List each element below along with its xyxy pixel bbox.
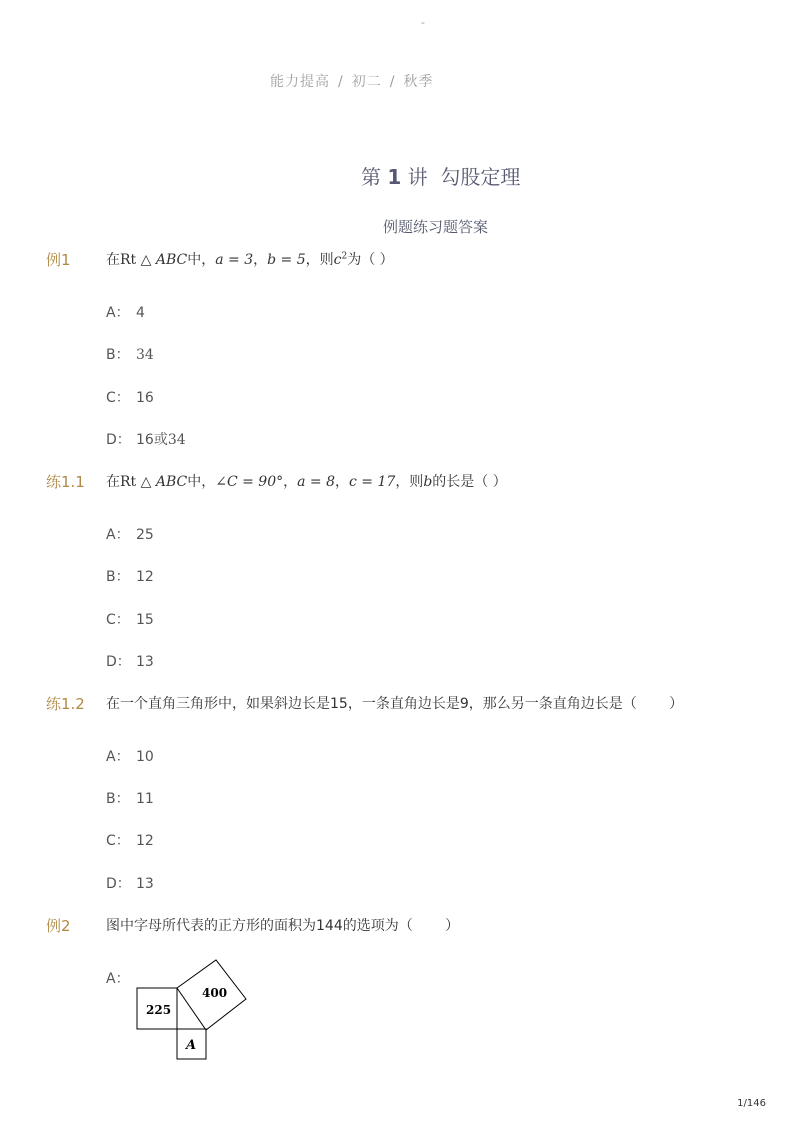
- label-400: 400: [202, 986, 228, 1000]
- option-letter: C：: [106, 390, 130, 406]
- option[interactable]: [106, 429, 186, 449]
- question-label: 练1.1: [46, 473, 85, 491]
- squares-figure: [130, 955, 260, 1065]
- option[interactable]: [106, 344, 154, 364]
- text-run: ，则: [395, 474, 424, 490]
- question-text: 图中字母所代表的正方形的面积为144的选项为（ ）: [106, 918, 460, 934]
- label-225: 225: [146, 1003, 172, 1017]
- header-dash: -: [421, 16, 425, 29]
- option-value: 4: [136, 305, 145, 321]
- text-run: 的长是（ ）: [432, 474, 507, 490]
- text-run: ，: [335, 474, 350, 490]
- question-label: 练1.2: [46, 695, 85, 713]
- breadcrumb-separator: /: [389, 74, 396, 90]
- math-angle: ∠C = 90°: [215, 474, 284, 490]
- breadcrumb-separator: /: [338, 74, 344, 90]
- math-abc: ABC: [155, 252, 188, 268]
- option-letter: A：: [106, 527, 130, 543]
- option[interactable]: [106, 830, 154, 850]
- option-letter: A：: [106, 305, 130, 321]
- option[interactable]: [106, 524, 154, 544]
- math-b: b: [423, 474, 433, 490]
- option[interactable]: [106, 302, 145, 322]
- option-letter: B：: [106, 569, 130, 585]
- math-abc: ABC: [155, 474, 188, 490]
- math-b: b = 5: [267, 252, 306, 268]
- text-run: ，: [253, 252, 268, 268]
- text-run: 中，: [187, 474, 216, 490]
- option-value: 34: [167, 432, 186, 448]
- title-suffix: 讲: [407, 165, 428, 189]
- question-text: 在一个直角三角形中，如果斜边长是15，一条直角边长是9，那么另一条直角边长是（ ）: [106, 696, 684, 712]
- option-value: 15: [136, 612, 154, 628]
- option-value: 16: [136, 390, 154, 406]
- option[interactable]: [106, 609, 154, 629]
- option-letter: D：: [106, 654, 131, 670]
- page-title: [361, 161, 520, 190]
- option[interactable]: [106, 566, 154, 586]
- text-run: 中，: [187, 252, 216, 268]
- breadcrumb: [270, 71, 433, 91]
- option[interactable]: [106, 651, 154, 671]
- label-a: A: [186, 1038, 197, 1053]
- option-letter: D：: [106, 432, 131, 448]
- option-value: 10: [136, 749, 154, 765]
- option-letter: C：: [106, 833, 130, 849]
- option-value: 13: [136, 654, 154, 670]
- option-letter: B：: [106, 347, 130, 363]
- text-run: 在: [106, 474, 120, 490]
- math-c: c: [333, 252, 342, 268]
- text-run: ，则: [305, 252, 334, 268]
- text-run: 为（ ）: [347, 252, 394, 268]
- option-value: 13: [136, 876, 154, 892]
- option[interactable]: [106, 788, 154, 808]
- option-value: 11: [136, 791, 154, 807]
- question-label: 例2: [46, 917, 71, 935]
- breadcrumb-season: 秋季: [403, 74, 434, 90]
- page-number: 1/146: [737, 1098, 766, 1109]
- option-letter: B：: [106, 791, 130, 807]
- question-text: [106, 471, 507, 491]
- title-topic: 勾股定理: [440, 165, 521, 189]
- text-run: ，: [283, 474, 298, 490]
- math-rt: Rt: [120, 252, 137, 268]
- option-value: 34: [136, 347, 154, 363]
- math-exponent: 2: [341, 251, 348, 262]
- breadcrumb-level: 能力提高: [270, 74, 330, 90]
- option-letter: A：: [106, 971, 130, 987]
- question-text: [106, 249, 394, 269]
- option-value: 16或: [136, 432, 168, 448]
- math-a: a = 8: [297, 474, 336, 490]
- option[interactable]: [106, 746, 154, 766]
- title-prefix: 第: [361, 165, 381, 189]
- option-value: 12: [136, 833, 154, 849]
- option-letter: C：: [106, 612, 130, 628]
- option-letter: A：: [106, 749, 130, 765]
- question-label: 例1: [46, 251, 71, 269]
- breadcrumb-grade: 初二: [351, 74, 382, 90]
- page-subtitle: 例题练习题答案: [383, 218, 489, 236]
- math-rt: Rt: [120, 474, 137, 490]
- option-letter: D：: [106, 876, 131, 892]
- triangle-symbol: △: [140, 474, 152, 490]
- title-number: 1: [387, 165, 402, 189]
- math-a: a = 3: [215, 252, 254, 268]
- triangle-symbol: △: [140, 252, 152, 268]
- option[interactable]: [106, 387, 154, 407]
- option-value: 12: [136, 569, 154, 585]
- text-run: 在: [106, 252, 120, 268]
- option[interactable]: [106, 873, 154, 893]
- math-c: c = 17: [349, 474, 396, 490]
- option-value: 25: [136, 527, 154, 543]
